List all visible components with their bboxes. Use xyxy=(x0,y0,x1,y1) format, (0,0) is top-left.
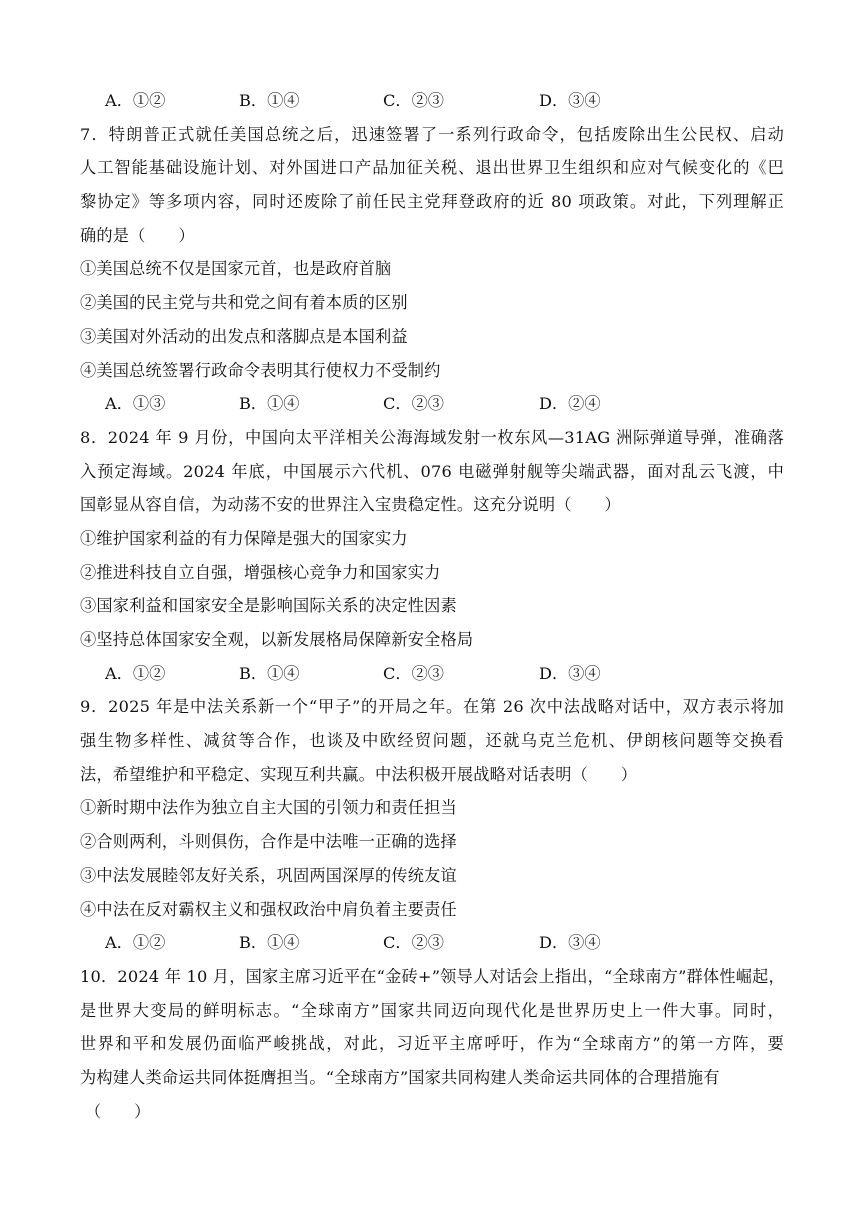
q10-stem xyxy=(80,960,784,1095)
q8-statement-3: ③国家利益和国家安全是影响国际关系的决定性因素 xyxy=(80,596,457,616)
question-7 xyxy=(80,118,784,421)
q10-stem-line: 为构建人类命运共同体挺膺担当。“全球南方”国家共同构建人类命运共同体的合理措施有 xyxy=(80,1067,720,1087)
q9-options xyxy=(80,926,784,960)
q9-statement-2: ②合则两利，斗则俱伤，合作是中法唯一正确的选择 xyxy=(80,832,457,852)
q8-option-c: C．②③ xyxy=(383,663,444,683)
q7-stem-line: 人工智能基础设施计划、对外国进口产品加征关税、退出世界卫生组织和应对气候变化的《巴 xyxy=(80,158,784,178)
q7-statement-2: ②美国的民主党与共和党之间有着本质的区别 xyxy=(80,293,408,313)
q8-statement-4: ④坚持总体国家安全观，以新发展格局保障新安全格局 xyxy=(80,630,474,649)
q9-statement-3: ③中法发展睦邻友好关系，巩固两国深厚的传统友谊 xyxy=(80,865,457,885)
q8-statement-2: ②推进科技自立自强，增强核心竞争力和国家实力 xyxy=(80,562,441,582)
q7-option-c: C．②③ xyxy=(383,394,444,414)
q6-option-b: B．①④ xyxy=(239,91,300,110)
q8-statement-1: ①维护国家利益的有力保障是强大的国家实力 xyxy=(80,528,408,548)
q7-statement-4: ④美国总统签署行政命令表明其行使权力不受制约 xyxy=(80,360,441,380)
q6-options xyxy=(80,84,784,118)
q9-stem-line: 9．2025 年是中法关系新一个“甲子”的开局之年。在第 26 次中法战略对话中，双方表示将加 xyxy=(80,697,784,717)
q9-statement-4: ④中法在反对霸权主义和强权政治中肩负着主要责任 xyxy=(80,899,457,919)
q8-stem-line: 8．2024 年 9 月份，中国向太平洋相关公海海域发射一枚东风—31AG 洲际弹道导弹，准确落 xyxy=(80,427,784,447)
q7-statement-1: ①美国总统不仅是国家元首，也是政府首脑 xyxy=(80,259,392,279)
q7-stem-line: 黎协定》等多项内容，同时还废除了前任民主党拜登政府的近 80 项政策。对此，下列理解正 xyxy=(80,192,784,212)
q8-option-d: D．③④ xyxy=(539,663,601,683)
q8-option-b: B．①④ xyxy=(239,663,300,683)
q8-stem xyxy=(80,421,784,522)
q9-option-c: C．②③ xyxy=(383,933,444,953)
q7-stem-line: 确的是（ ） xyxy=(80,225,195,245)
q7-stem-line: 7．特朗普正式就任美国总统之后，迅速签署了一系列行政命令，包括废除出生公民权、启动 xyxy=(80,124,784,144)
q10-stem-line: 世界和平和发展仍面临严峻挑战，对此，习近平主席呼吁，作为“全球南方”的第一方阵，要 xyxy=(80,1034,784,1054)
q6-option-d: D．③④ xyxy=(539,91,601,110)
q9-statement-1: ①新时期中法作为独立自主大国的引领力和责任担当 xyxy=(80,798,457,818)
q10-answer-bracket: （ ） xyxy=(85,1101,151,1121)
q8-stem-line: 国彰显从容自信，为动荡不安的世界注入宝贵稳定性。这充分说明（ ） xyxy=(80,495,621,515)
exam-page xyxy=(80,84,784,1128)
q7-option-d: D．②④ xyxy=(539,394,601,414)
q7-options xyxy=(80,387,784,421)
q9-option-d: D．③④ xyxy=(539,933,601,953)
q9-stem xyxy=(80,690,784,791)
q9-option-b: B．①④ xyxy=(239,933,300,953)
q7-stem xyxy=(80,118,784,253)
q6-option-a: A．①② xyxy=(105,91,166,110)
question-9 xyxy=(80,690,784,960)
q10-stem-line: 10．2024 年 10 月，国家主席习近平在“金砖+”领导人对话会上指出，“全球南方”群体性崛起， xyxy=(80,966,785,986)
q10-stem-line: 是世界大变局的鲜明标志。“全球南方”国家共同迈向现代化是世界历史上一件大事。同时， xyxy=(80,1000,784,1020)
q8-stem-line: 入预定海域。2024 年底，中国展示六代机、076 电磁弹射舰等尖端武器，面对乱云飞渡，中 xyxy=(80,461,784,481)
q9-option-a: A．①② xyxy=(105,933,166,953)
q7-option-b: B．①④ xyxy=(239,394,300,414)
question-8 xyxy=(80,421,784,691)
q9-stem-line: 强生物多样性、减贫等合作，也谈及中欧经贸问题，还就乌克兰危机、伊朗核问题等交换看 xyxy=(80,731,784,751)
q7-statement-3: ③美国对外活动的出发点和落脚点是本国利益 xyxy=(80,326,408,346)
q6-option-c: C．②③ xyxy=(383,91,444,110)
question-10 xyxy=(80,960,784,1128)
q7-option-a: A．①③ xyxy=(105,394,166,414)
q9-stem-line: 法，希望维护和平稳定、实现互利共赢。中法积极开展战略对话表明（ ） xyxy=(80,764,638,784)
q8-option-a: A．①② xyxy=(105,663,166,683)
q8-options xyxy=(80,657,784,691)
